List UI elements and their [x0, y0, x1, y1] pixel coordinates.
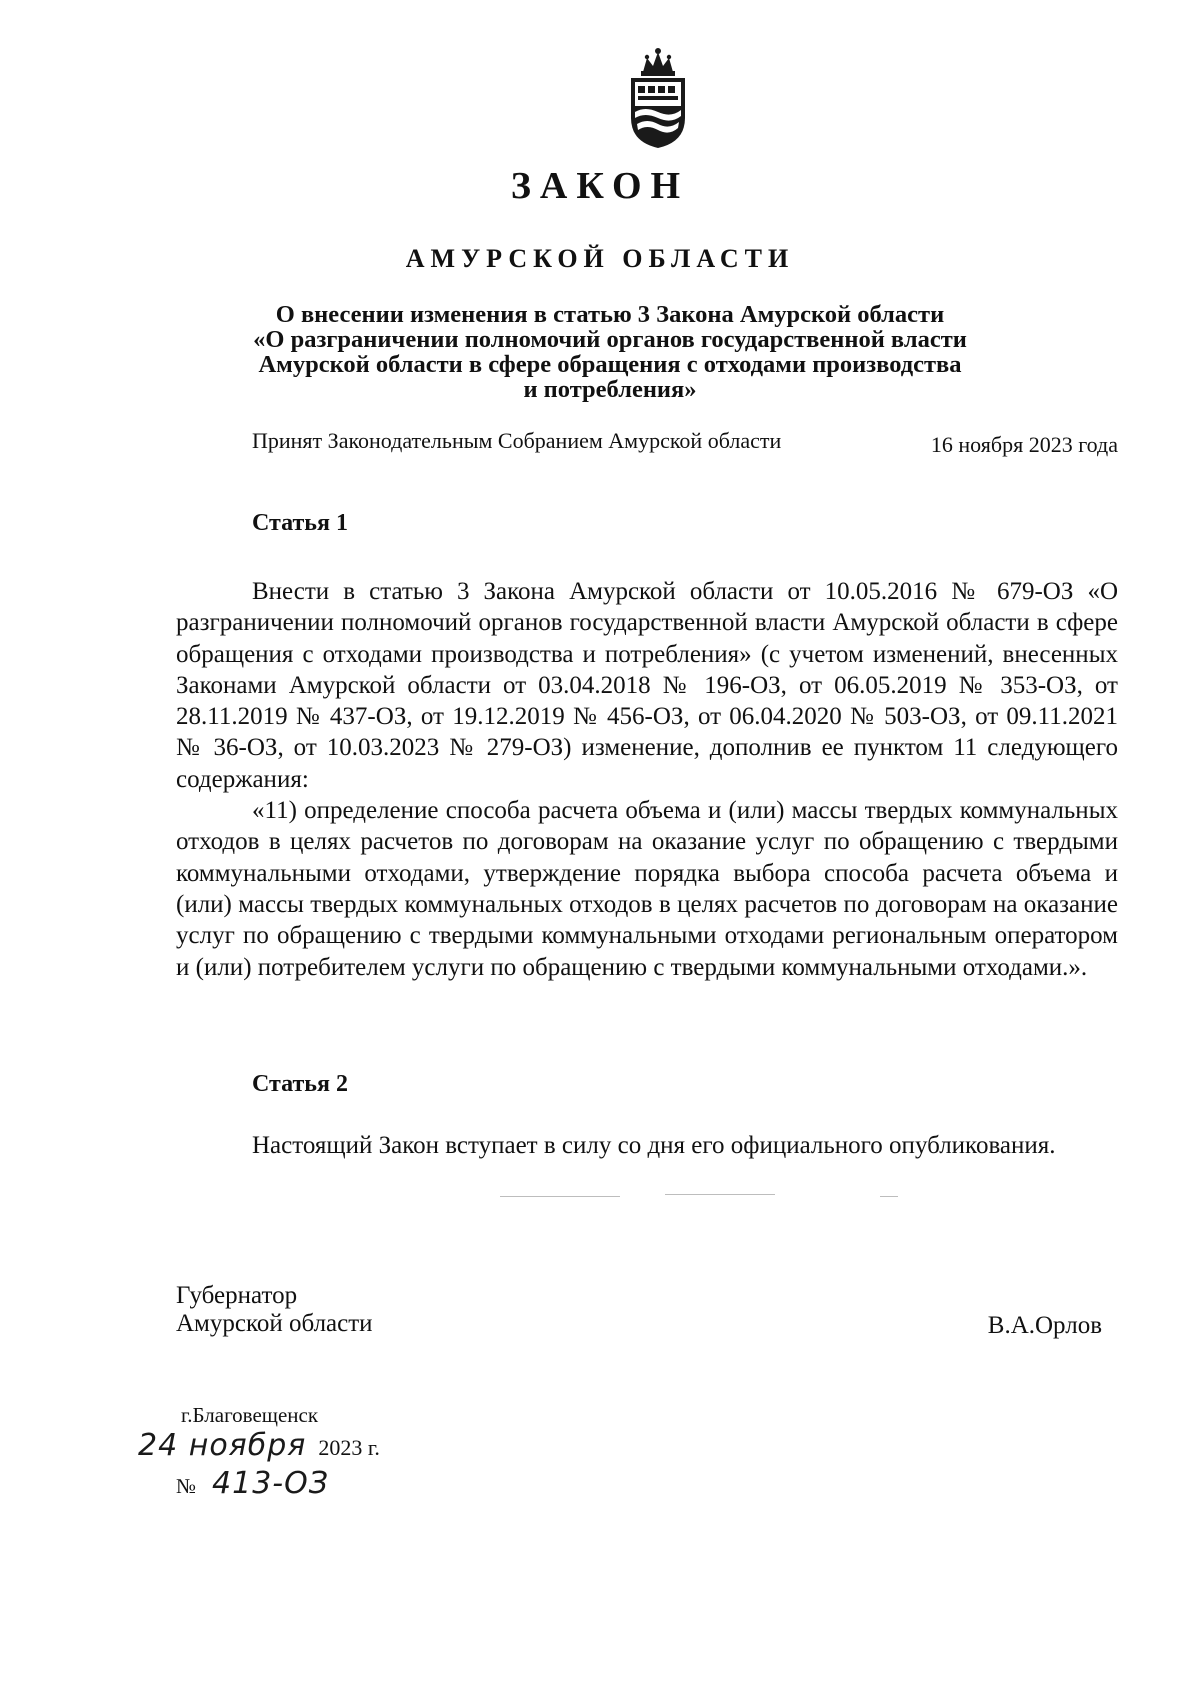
governor-title — [176, 1282, 373, 1338]
article-1-text — [176, 576, 1118, 983]
governor-title-line: Амурской области — [176, 1310, 373, 1337]
signing-date — [138, 1428, 380, 1463]
governor-title-line: Губернатор — [176, 1282, 298, 1309]
subject-line: и потребления» — [523, 376, 697, 403]
scan-artifact-line — [500, 1196, 620, 1197]
place-of-signing: г.Благовещенск — [181, 1403, 319, 1427]
signing-year: 2023 г. — [318, 1435, 380, 1460]
law-number — [176, 1466, 329, 1501]
scan-artifact-line — [880, 1196, 898, 1197]
governor-name: В.А.Орлов — [987, 1312, 1102, 1339]
region-title: АМУРСКОЙ ОБЛАСТИ — [405, 244, 795, 273]
adopted-date: 16 ноября 2023 года — [930, 432, 1118, 457]
article-2-text — [176, 1130, 1118, 1161]
article-1-heading: Статья 1 — [252, 510, 348, 536]
subject-line: О внесении изменения в статью 3 Закона Амурской области — [275, 301, 945, 328]
coat-of-arms-emblem — [625, 46, 691, 150]
subject-line: «О разграничении полномочий органов государственной власти — [253, 326, 967, 353]
law-title: ЗАКОН — [510, 165, 690, 207]
article-2-heading: Статья 2 — [252, 1071, 348, 1097]
handwritten-number: 413-ОЗ — [212, 1466, 329, 1501]
law-subject — [180, 302, 1040, 402]
article-paragraph: «11) определение способа расчета объема и (или) массы твердых коммунальных отходов в целях расчетов по договорам на оказание услуг по обращению с твердыми коммунальными отходами, утверждение порядка выбора способа расчета объема и (или) массы твердых коммунальных отходов в целях расчетов по договорам на оказание услуг по обращению с твердыми коммунальными отходами региональным оператором и (или) потребителем услуги по обращению с твердыми коммунальными отходами.». — [176, 797, 1118, 981]
handwritten-date: 24 ноября — [138, 1428, 307, 1463]
article-paragraph: Настоящий Закон вступает в силу со дня его официального опубликования. — [252, 1132, 1056, 1159]
adopted-by: Принят Законодательным Собранием Амурской области — [252, 428, 782, 453]
subject-line: Амурской области в сфере обращения с отходами производства — [258, 351, 962, 378]
article-paragraph: Внести в статью 3 Закона Амурской области от 10.05.2016 № 679-ОЗ «О разграничении полномочий органов государственной власти Амурской области в сфере обращения с отходами производства и потребления» (с учетом изменений, внесенных Законами Амурской области от 03.04.2018 № 196-ОЗ, от 06.05.2019 № 353-ОЗ, от 28.11.2019 № 437-ОЗ, от 19.12.2019 № 456-ОЗ, от 06.04.2020 № 503-ОЗ, от 09.11.2021 № 36-ОЗ, от 10.03.2023 № 279-ОЗ) изменение, дополнив ее пунктом 11 следующего содержания: — [176, 578, 1118, 793]
number-sign: № — [176, 1474, 197, 1498]
scan-artifact-line — [665, 1194, 775, 1195]
